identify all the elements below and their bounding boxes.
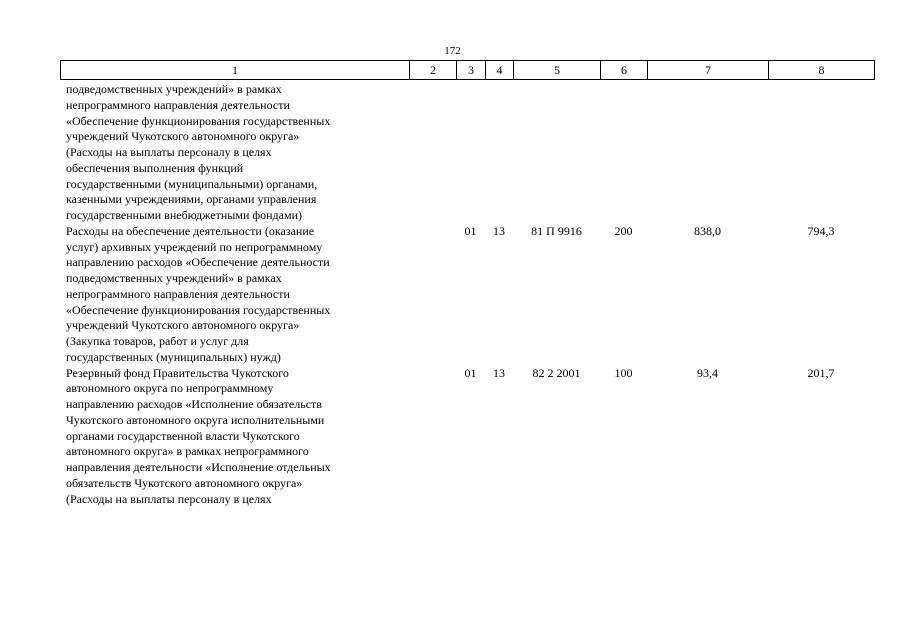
column-header-4: 4 [486,61,514,80]
cell-subsection: 13 [493,223,505,238]
description-line: непрограммного направления деятельности [66,97,290,112]
description-line: обеспечения выполнения функций [66,160,244,175]
description-line: Чукотского автономного округа исполнительными [66,412,325,427]
budget-table [60,82,874,507]
cell-target-article: 82 2 2001 [532,365,581,380]
description-line: подведомственных учреждений» в рамках [66,82,282,96]
cell-amount-col7: 838,0 [694,223,721,238]
column-header-5: 5 [514,61,601,80]
table-row [60,82,874,224]
description-line: (Расходы на выплаты персоналу в целях [66,145,272,159]
description-line: Резервный фонд Правительства Чукотского [66,365,289,380]
cell-col2 [409,224,456,366]
table-row [60,224,874,366]
description-line: услуг) архивных учреждений по непрограммному [66,239,323,254]
description-line: направления деятельности «Исполнение отдельных [66,460,331,474]
cell-expense-type [600,82,647,224]
description-line: «Обеспечение функционирования государственных [66,113,331,128]
column-header-3: 3 [457,61,486,80]
cell-amount-col8: 794,3 [807,223,835,238]
column-header-6: 6 [601,61,648,80]
description-line: казенными учреждениями, органами управления [66,192,317,207]
column-header-table [60,60,875,80]
cell-subsection: 13 [493,365,505,380]
column-header-2: 2 [410,61,457,80]
description-line: учреждений Чукотского автономного округа» [66,318,300,333]
description-line: направлению расходов «Исполнение обязательств [66,397,322,411]
description-line: подведомственных учреждений» в рамках [66,271,282,285]
cell-section [456,82,485,224]
cell-expense-type: 100 [614,365,633,380]
description-line: (Расходы на выплаты персоналу в целях [66,491,272,506]
column-header-1: 1 [61,61,410,80]
row-description [60,82,409,224]
cell-amount-col8 [768,82,874,224]
description-line: автономного округа» в рамках непрограммного [66,444,309,459]
description-line: «Обеспечение функционирования государственных [66,302,331,317]
cell-section: 01 [464,365,477,380]
description-line: государственных (муниципальных) нужд) [66,349,281,364]
column-header-8: 8 [769,61,875,80]
cell-target-article: 81 П 9916 [531,223,582,238]
page-number: 172 [444,45,461,57]
column-header-7: 7 [648,61,769,80]
description-line: учреждений Чукотского автономного округа» [66,129,300,144]
description-line: Расходы на обеспечение деятельности (оказание [66,223,315,238]
table-row [60,366,874,508]
description-line: государственными (муниципальными) органами, [66,176,318,191]
row-description [60,366,409,508]
cell-target-article [513,82,600,224]
description-line: автономного округа по непрограммному [66,381,274,396]
cell-amount-col7: 93,4 [697,365,718,380]
cell-subsection [485,82,513,224]
cell-section: 01 [464,223,477,238]
cell-expense-type: 200 [614,223,633,238]
description-line: (Закупка товаров, работ и услуг для [66,334,249,348]
description-line: государственными внебюджетными фондами) [66,208,303,222]
description-line: обязательств Чукотского автономного округа» [66,475,303,490]
cell-amount-col8: 201,7 [807,365,835,380]
row-description [60,224,409,366]
cell-col2 [409,366,456,508]
description-line: органами государственной власти Чукотского [66,428,300,443]
cell-amount-col7 [647,82,768,224]
description-line: направлению расходов «Обеспечение деятельности [66,255,330,270]
description-line: непрограммного направления деятельности [66,286,290,301]
cell-col2 [409,82,456,224]
column-header-row [61,61,875,80]
